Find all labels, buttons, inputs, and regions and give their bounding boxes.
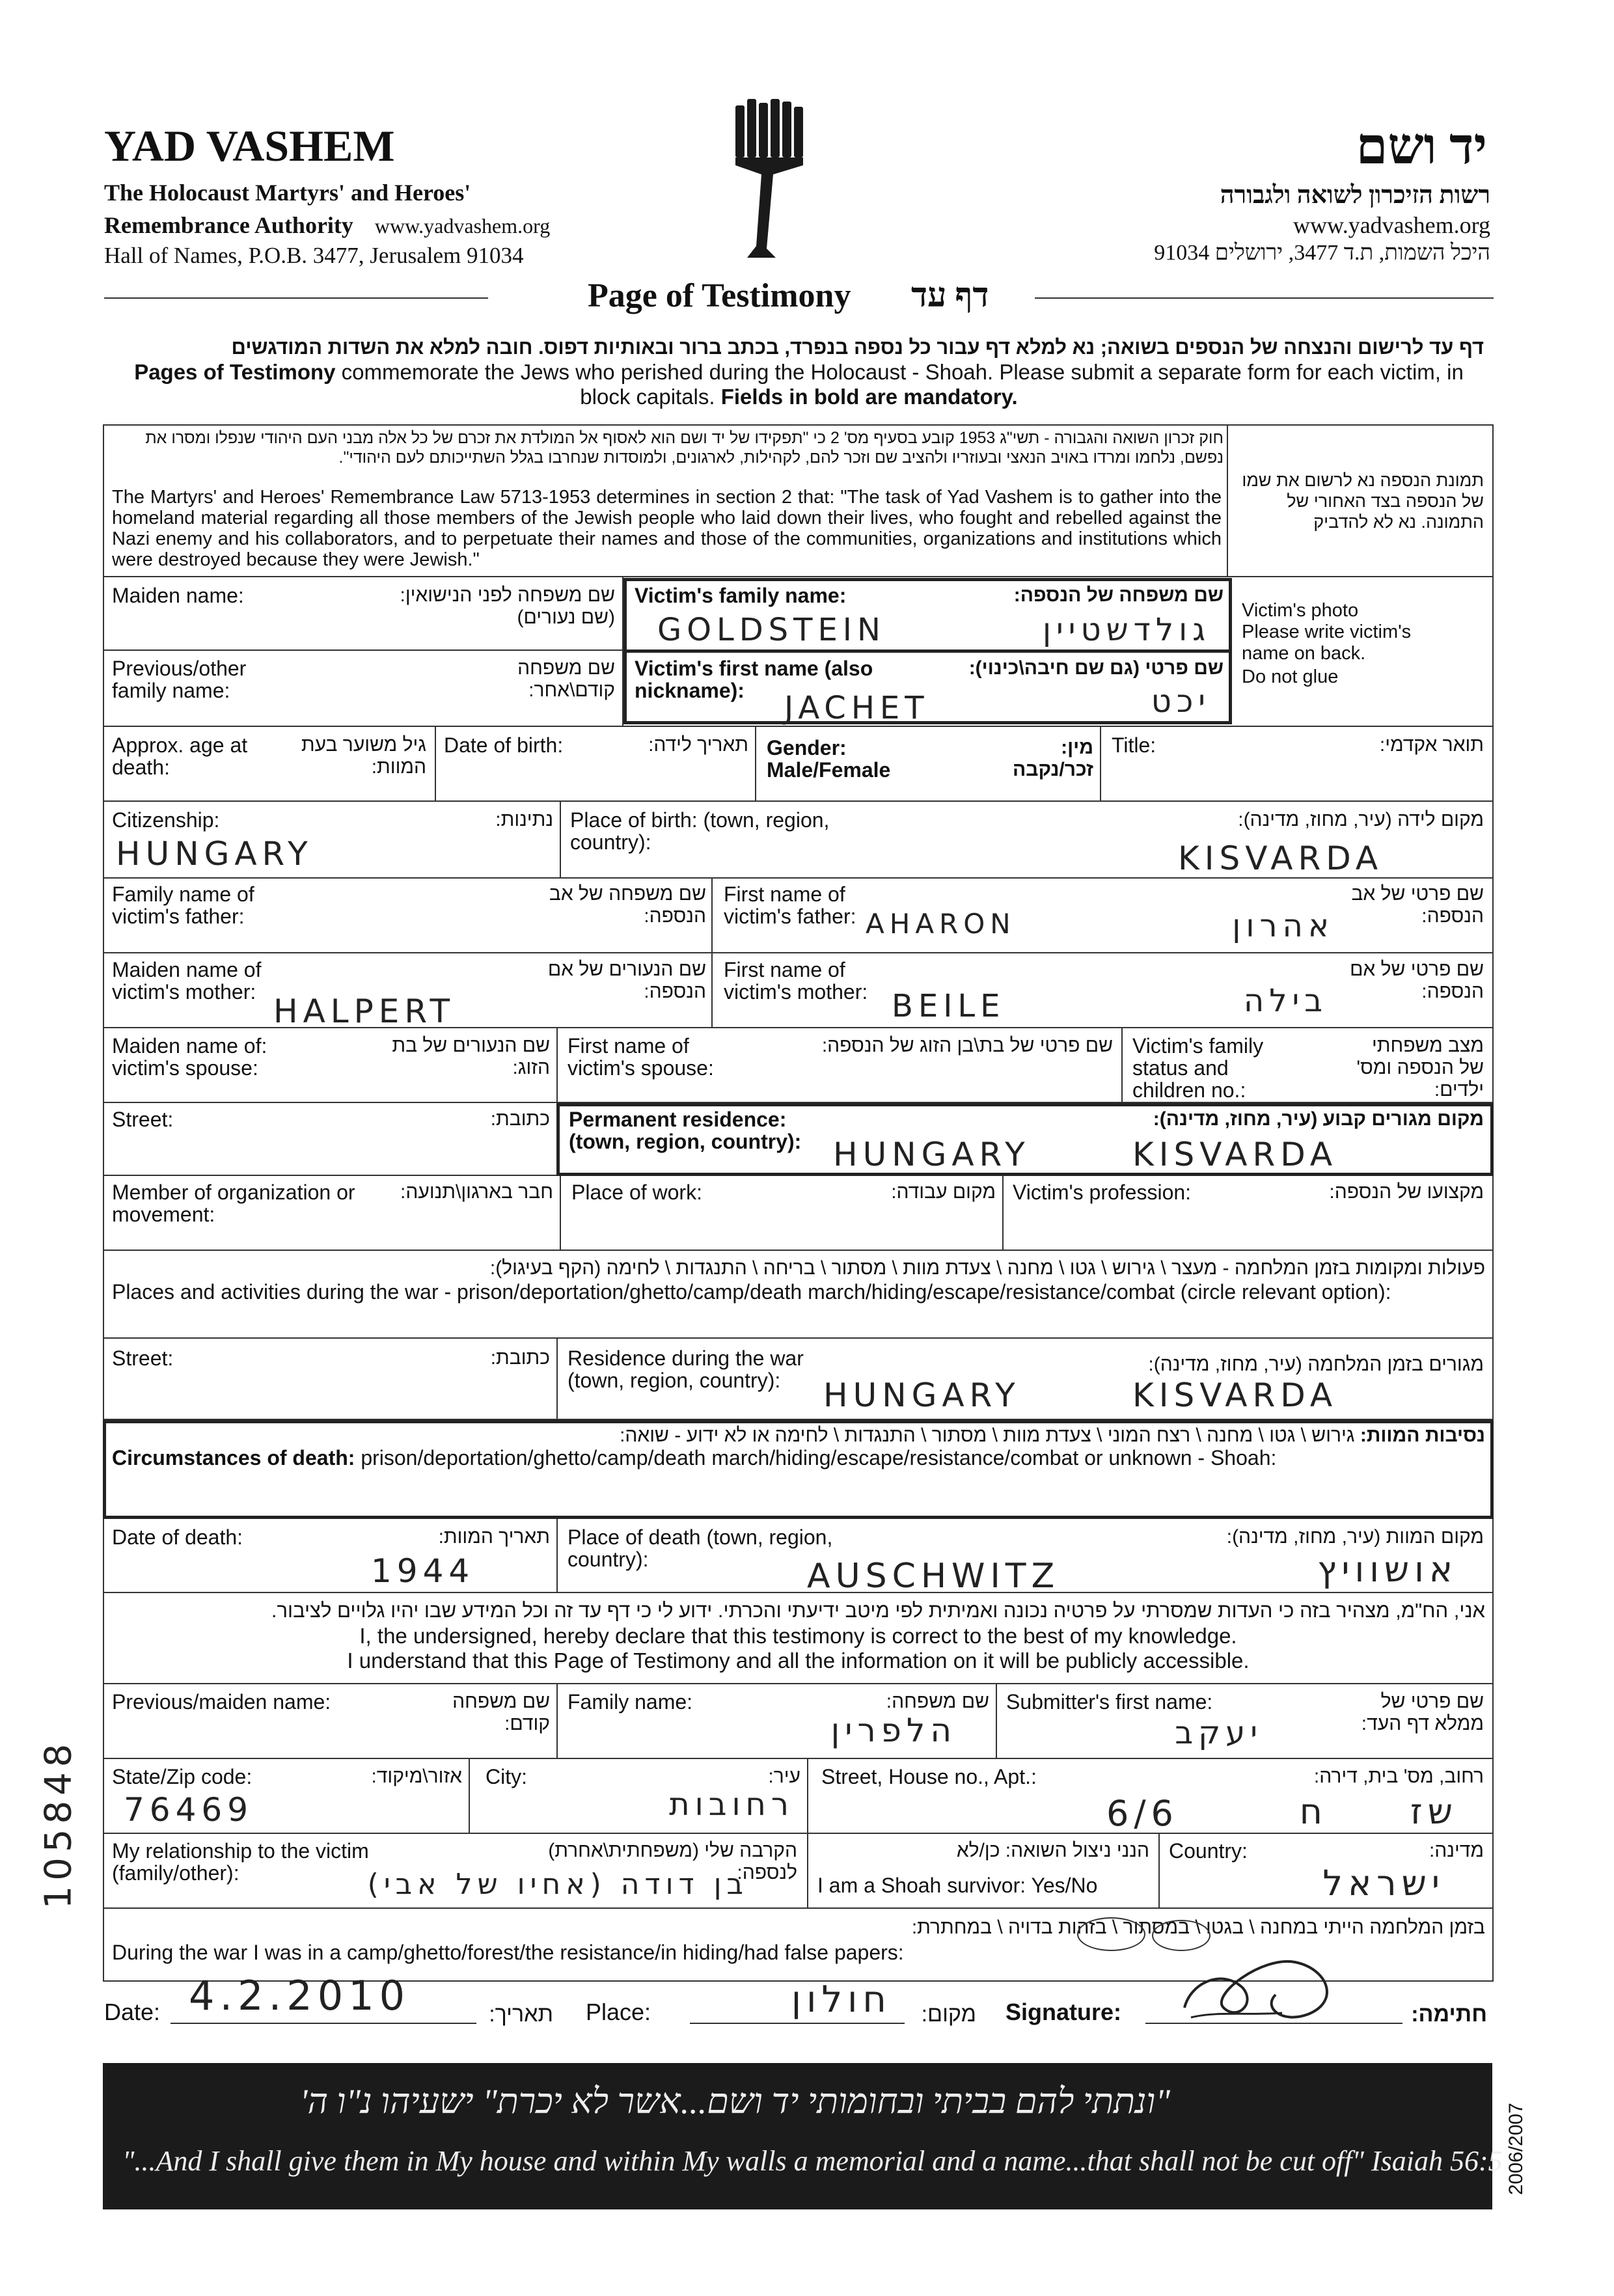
margin-number-wrapper [26,1718,85,1939]
relationship-label-he: הקרבה שלי (משפחתית\אחרת) לנספה: [548,1840,797,1883]
sub-street-label-he: רחוב, מס' בית, דירה: [1313,1766,1484,1787]
victim-first-value[interactable]: JACHET [784,690,929,726]
perm-res-label-he: מקום מגורים קבוע (עיר, מחוז, מדינה): [1153,1108,1484,1130]
intro-he: דף עד לרישום והנצחה של הנספים בשואה; נא למלא דף עבור כל נספה בנפרד, בכתב ברור ובאותיות דפוס. חובה למלא את השדות המודגשים [231,336,1484,359]
victim-family-label-he: שם משפחה של הנספה: [1013,584,1224,606]
declaration-he: אני, הח"מ, מצהיר בזה כי העדות שמסרתי על פרטיה נכונה ואמיתית לפי מיטב ידיעתי והכרתי. ידוע לי כי דף עד זה וכל המידע שבו יהיו גלויים לציבור. [271,1599,1485,1622]
profession-label: Victim's profession: [1013,1181,1192,1204]
zip-value[interactable]: 76469 [124,1791,254,1829]
margin-number: 105848 [37,1738,80,1909]
div-dob [755,727,756,802]
perm-res-label: Permanent residence: (town, region, country): [569,1108,802,1153]
website-he-side: www.yadvashem.org [1293,212,1490,238]
sub-first-label-he: שם פרטי של ממלא דף העד: [1361,1691,1484,1734]
sub-family-label: Family name: [568,1690,693,1714]
citizenship-label-he: נתינות: [495,809,553,830]
city-label: City: [486,1765,527,1788]
activities-label: Places and activities during the war - prison/deportation/ghetto/camp/death march/hiding/escape/resistance/combat (circle relevant option): [112,1280,1391,1304]
page-title: Page of Testimony [588,277,851,314]
perm-res-value-country[interactable]: HUNGARY [833,1136,1030,1173]
div-org [560,1176,561,1251]
victim-first-value-he[interactable]: יכט [1151,683,1210,720]
authority-line1: The Holocaust Martyrs' and Heroes' [104,180,471,206]
maiden-name-label: Maiden name: [112,584,244,607]
zip-label-he: אזור\מיקוד: [371,1766,462,1787]
year-stamp-wrapper [1497,2086,1536,2216]
city-label-he: עיר: [768,1766,800,1787]
country-label: Country: [1169,1839,1248,1863]
photo-line1: Victim's photo [1242,600,1359,621]
dob-label-he: תאריך לידה: [648,734,748,756]
sub-first-label: Submitter's first name: [1006,1690,1213,1714]
div-work [1002,1176,1004,1251]
victim-family-value[interactable]: GOLDSTEIN [657,612,886,648]
war-location-label-he: בזמן המלחמה הייתי במחנה \ בגטו \ במסתור \ בזהות בדויה \ במחתרת: [911,1917,1485,1938]
intro-en-bold: Pages of Testimony [134,360,336,384]
spouse-first-label: First name of victim's spouse: [568,1034,714,1080]
survivor-label[interactable]: I am a Shoah survivor: Yes/No [817,1874,1098,1897]
spouse-maiden-label: Maiden name of: victim's spouse: [112,1034,267,1080]
div-spouse1 [556,1028,558,1103]
street-label: Street: [112,1108,174,1131]
intro-en [107,360,1490,409]
relationship-label: My relationship to the victim (family/other): [112,1839,369,1885]
war-circle-hiding-icon [1077,1917,1145,1951]
place-label: Place: [586,1999,651,2025]
address-en: Hall of Names, P.O.B. 3477, Jerusalem 91034 [104,243,524,268]
address-he: היכל השמות, ת.ד 3477, ירושלים 91034 [1154,241,1490,265]
div-war-res [556,1339,558,1420]
declaration-en1: I, the undersigned, hereby declare that this testimony is correct to the best of my knowledge. [359,1624,1237,1648]
year-stamp: 2006/2007 [1505,2103,1527,2195]
city-value[interactable]: רחובות [669,1786,794,1823]
circumstances-he-rest: גירוש \ גטו \ מחנה \ רצח המוני \ צעדת מוות \ מסתור \ התנגדות \ לחימה או לא ידוע - שואה: [620,1425,1355,1446]
photo-line4: Do not glue [1242,666,1339,687]
authority-he: רשות הזיכרון לשואה ולגבורה [1220,182,1490,209]
div-gender [1100,727,1101,802]
maiden-name-label-he: שם משפחה לפני הנישואין: (שם נעורים) [400,584,615,628]
citizenship-label: Citizenship: [112,808,220,832]
spouse-first-label-he: שם פרטי של בת\בן הזוג של הנספה: [821,1035,1113,1056]
sub-house-value[interactable]: ח [1299,1791,1328,1832]
victim-first-label: Victim's first name (also nickname): [635,657,873,702]
pob-label-he: מקום לידה (עיר, מחוז, מדינה): [1238,809,1484,830]
signature-scribble-icon [1165,1943,1360,2034]
age-label-he: גיל משוער בעת המוות: [301,734,426,778]
law-en: The Martyrs' and Heroes' Remembrance Law 5713-1953 determines in section 2 that: "The task of Yad Vashem is to gather into the homeland material regarding all those members of the Jewish people who laid down their lives, who fought and rebelled against the Nazi enemy and his collaborators, and to perpetuate their names and those of the communities, organizations and institutions which were destroyed because they were Jewish." [112,487,1222,570]
perm-res-value-town[interactable]: KISVARDA [1132,1136,1338,1173]
mother-first-label: First name of victim's mother: [724,958,868,1004]
relationship-value[interactable]: בן דודה (אחיו של אבי) [367,1868,748,1901]
date-value[interactable]: 4.2.2010 [189,1972,411,2019]
country-value[interactable]: ישראל [1322,1863,1445,1904]
mother-first-value[interactable]: BEILE [892,988,1005,1024]
father-family-label-he: שם משפחה של אב הנספה: [549,883,706,927]
banner-quote-en: "...And I shall give them in My house and within My walls a memorial and a name...that shall not be cut off" Isaiah 56:5 [122,2145,1503,2177]
page-title-he: דף עד [911,277,989,314]
war-location-label: During the war I was in a camp/ghetto/forest/the resistance/in hiding/had false papers: [112,1941,904,1964]
org-label-he: חבר בארגון\תנועה: [400,1181,553,1203]
victim-first-label-he: שם פרטי (גם שם חיבה\כינוי): [968,657,1224,679]
org-label: Member of organization or movement: [112,1181,355,1226]
org-name-he: יד ושם [1356,118,1487,174]
work-label-he: מקום עבודה: [891,1181,996,1203]
banner-quote-he: "ונתתי להם בביתי ובחומותי יד ושם...אשר לא יכרת" ישעיהו נ"ו ה' [299,2082,1170,2121]
intro-en-rest: commemorate the Jews who perished during the Holocaust - Shoah. Please submit a separate form for each victim, in block capitals. [335,360,1464,409]
street2-label: Street: [112,1346,174,1370]
father-first-label-he: שם פרטי של אב הנספה: [1351,883,1484,927]
sub-apt-value[interactable]: 6/6 [1106,1793,1179,1834]
victim-name-divider [623,649,1232,653]
street-label-he: כתובת: [490,1108,550,1130]
dob-label: Date of birth: [444,733,564,757]
father-first-value-he[interactable]: אהרון [1232,908,1334,944]
father-family-label: Family name of victim's father: [112,882,254,928]
title-label: Title: [1112,733,1156,757]
div-death [556,1519,558,1593]
sub-street-label: Street, House no., Apt.: [821,1765,1037,1788]
survivor-label-he: הנני ניצול השואה: כן/לא [956,1840,1149,1861]
signature-label: Signature: [1005,1999,1122,2025]
spouse-maiden-label-he: שם הנעורים של בת הזוג: [392,1035,550,1078]
sub-prev-name-label: Previous/maiden name: [112,1690,331,1714]
dod-label-he: תאריך המוות: [438,1526,550,1548]
war-res-value-town[interactable]: KISVARDA [1132,1376,1338,1414]
authority-name: Remembrance Authority [104,212,353,238]
age-label: Approx. age at death: [112,733,248,779]
place-underline [690,2023,905,2024]
circumstances-rest: prison/deportation/ghetto/camp/death march/hiding/escape/resistance/combat or unknown - Shoah: [355,1446,1277,1469]
sub-first-value[interactable]: יעקב [1175,1715,1263,1751]
mother-first-value-he[interactable]: בילה [1243,983,1328,1019]
work-label: Place of work: [571,1181,702,1204]
pod-label-he: מקום המוות (עיר, מחוז, מדינה): [1226,1526,1484,1548]
gender-label-he: מין: זכר/נקבה [1013,737,1093,780]
mother-maiden-label: Maiden name of victim's mother: [112,958,262,1004]
div-sub2a [469,1759,470,1834]
pod-value[interactable]: AUSCHWITZ [807,1557,1060,1596]
header-divider-right [1035,297,1494,299]
father-first-label: First name of victim's father: [724,882,856,928]
header-divider-left [104,297,488,299]
dod-label: Date of death: [112,1525,243,1549]
div-spouse2 [1121,1028,1123,1103]
div-sub1b [996,1684,997,1759]
mother-first-label-he: שם פרטי של אם הנספה: [1350,959,1484,1002]
yad-vashem-logo-icon [734,98,809,273]
div-sub3b [1158,1834,1160,1909]
prev-family-label-he: שם משפחה קודם\אחר: [517,657,615,701]
mother-maiden-value[interactable]: HALPERT [273,992,456,1030]
declaration-en2: I understand that this Page of Testimony and all the information on it will be publicly accessible. [347,1648,1250,1673]
circumstances-label [112,1446,1485,1469]
war-res-label-he: מגורים בזמן המלחמה (עיר, מחוז, מדינה): [1148,1354,1484,1375]
photo-line3: name on back. [1242,643,1366,664]
war-res-label: Residence during the war (town, region, country): [568,1346,804,1392]
date-label-he: תאריך: [489,2002,553,2027]
citizenship-value[interactable]: HUNGARY [116,835,313,873]
date-label: Date: [104,1999,161,2025]
war-res-value-country[interactable]: HUNGARY [823,1376,1020,1414]
authority-line2 [104,212,550,239]
place-value[interactable]: חולון [791,1978,892,2021]
dod-value[interactable]: 1944 [371,1552,475,1590]
gender-label: Gender: Male/Female [767,736,891,782]
quote-banner [103,2063,1503,2209]
date-underline [171,2023,476,2024]
photo-line2: Please write victim's [1242,622,1412,642]
father-first-value[interactable]: AHARON [866,908,1016,940]
prev-family-label: Previous/other family name: [112,657,247,702]
sub-street-value[interactable]: שז [1410,1791,1458,1832]
div-age [435,727,436,802]
profession-label-he: מקצועו של הנספה: [1329,1181,1484,1203]
country-label-he: מדינה: [1429,1840,1484,1861]
pob-value[interactable]: KISVARDA [1178,840,1384,877]
website-en: www.yadvashem.org [374,214,551,238]
signature-label-he: חתימה: [1411,2002,1487,2027]
place-label-he: מקום: [921,2002,976,2027]
law-he: חוק זכרון השואה והגבורה - תשי"ג 1953 קובע בסעיף מס' 2 כי "תפקידו של יד ושם הוא לאסוף אל המולדת את זכרם של כל אלה מבני העם היהודי שנפלו ומסרו את נפשם, נלחמו ומרדו באויב הנאצי ובעוזריו ולהציב שם וזכר להם, לקהילות, לארגונים, ולמוסדות שנחרבו בגלל השתייכותם לעם היהודי". [145,429,1224,467]
div-sub3a [807,1834,808,1909]
div-sub1a [556,1684,558,1759]
intro-en-bold2: Fields in bold are mandatory. [720,385,1018,409]
sub-family-label-he: שם משפחה: [886,1691,989,1712]
victim-family-label: Victim's family name: [635,584,847,607]
org-name-en: YAD VASHEM [104,121,395,171]
pod-label: Place of death (town, region, country): [568,1525,833,1571]
activities-label-he: פעולות ומקומות בזמן המלחמה - מעצר \ גירוש \ גטו \ מחנה \ צעדת מוות \ מסתור \ בריחה \ התנגדות \ לחימה (הקף בעיגול): [489,1257,1485,1279]
pob-label: Place of birth: (town, region, country): [570,808,830,854]
pod-value-he[interactable]: אושוויץ [1317,1549,1458,1590]
maiden-divider [103,649,623,651]
photo-instruction-he: תמונת הנספה נא לרשום את שמו של הנספה בצד האחורי של התמונה. נא לא להדביק [1242,471,1484,532]
title-label-he: תואר אקדמי: [1379,734,1484,756]
circumstances-label-he [112,1424,1485,1447]
family-status-label: Victim's family status and children no.: [1132,1034,1264,1102]
div-citizenship [560,802,561,879]
victim-family-value-he[interactable]: גולדשטיין [1042,612,1210,648]
zip-label: State/Zip code: [112,1765,253,1788]
div-sub2b [807,1759,808,1834]
sub-prev-name-label-he: שם משפחה קודם: [452,1691,550,1734]
circumstances-bold: Circumstances of death: [112,1446,355,1469]
street2-label-he: כתובת: [490,1347,550,1369]
mother-maiden-label-he: שם הנעורים של אם הנספה: [547,959,706,1002]
family-status-label-he: מצב משפחתי של הנספה ומס' ילדים: [1356,1035,1484,1100]
circumstances-he-bold: נסיבות המוות: [1360,1425,1485,1446]
sub-family-value[interactable]: הלפרין [830,1712,957,1749]
